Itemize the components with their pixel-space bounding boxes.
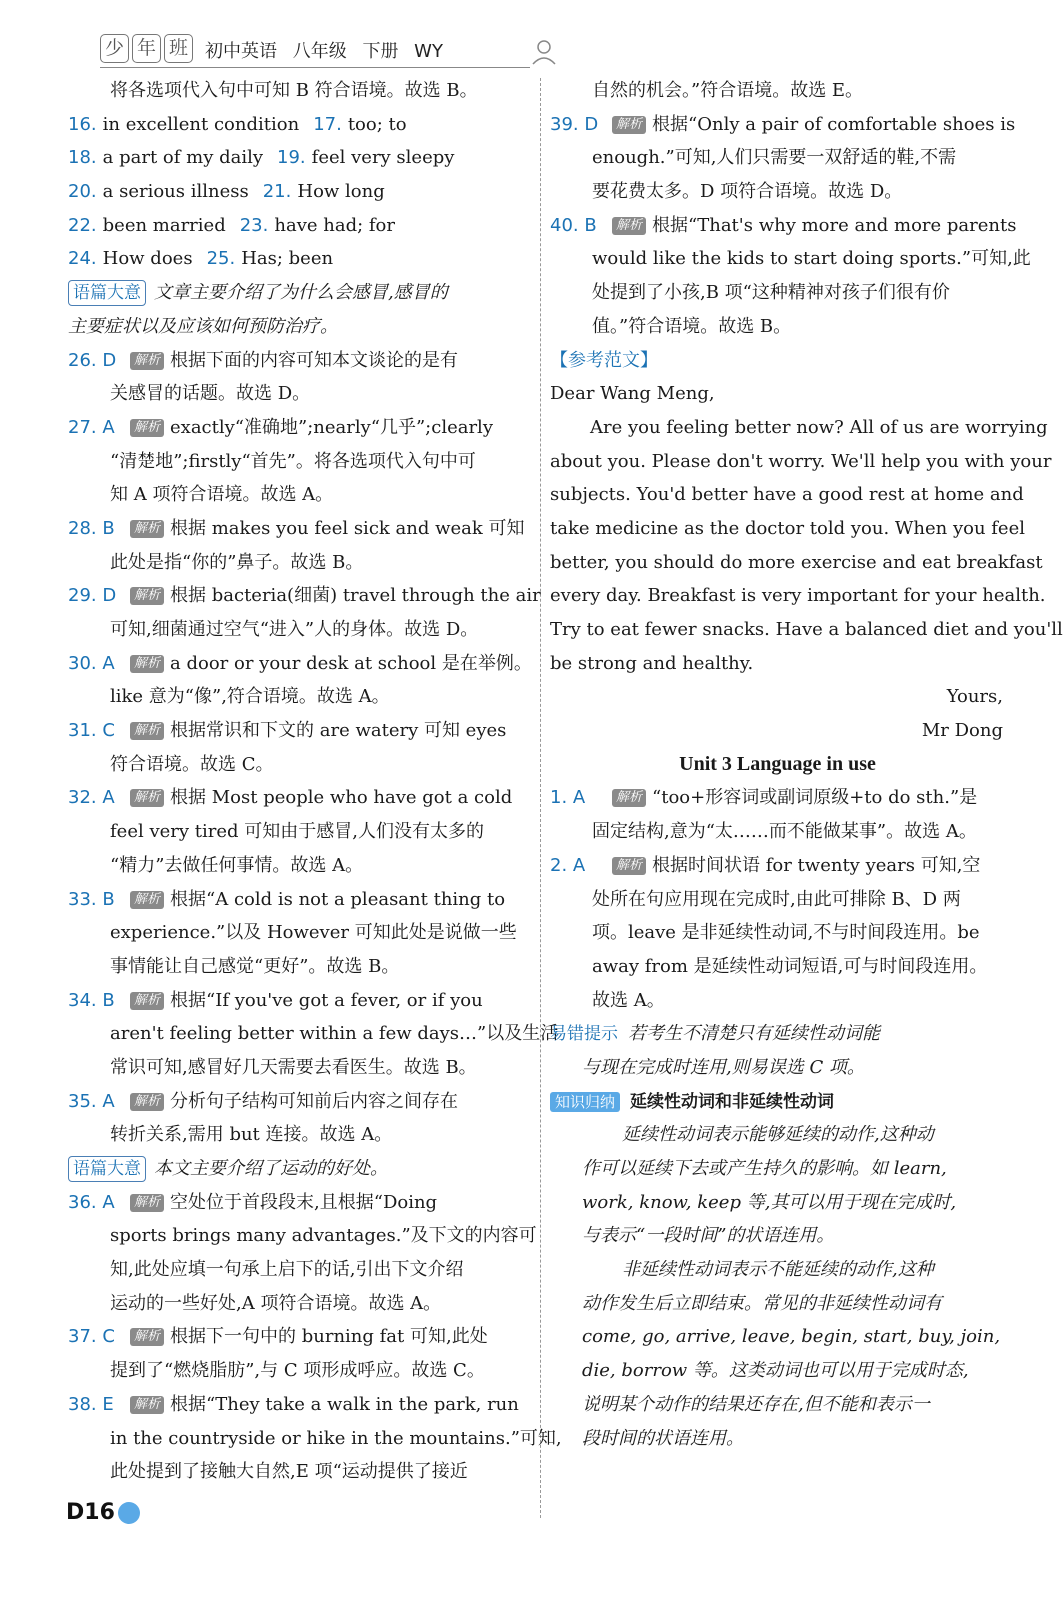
- text-line: [550, 242, 1031, 276]
- line-text: die, borrow 等。这类动词也可以用于完成时态,: [582, 1360, 969, 1382]
- line-text: every day. Breakfast is very important for your health.: [550, 585, 1046, 607]
- line-text: 非延续性动词表示不能延续的动作,这种: [622, 1259, 934, 1281]
- answer-number: 19.: [277, 147, 306, 169]
- line-text: 事情能让自己感觉“更好”。故选 B。: [110, 955, 400, 977]
- text-line: [68, 1219, 537, 1253]
- line-text: in the countryside or hike in the mountains.”可知,: [110, 1427, 562, 1449]
- line-text: 若考生不清楚只有延续性动词能: [628, 1023, 880, 1045]
- summary-tag: 语篇大意: [68, 280, 146, 306]
- answer-text: How does: [102, 248, 193, 270]
- right-column: [550, 74, 1063, 1455]
- unit-title: Unit 3 Language in use: [679, 752, 876, 775]
- answer-text: have had; for: [274, 214, 395, 236]
- line-text: 符合语境。故选 C。: [110, 753, 274, 775]
- line-text: Try to eat fewer snacks. Have a balanced diet and you'll: [550, 619, 1063, 640]
- line-text: 段时间的状语连用。: [582, 1427, 744, 1449]
- line-text: enough.”可知,人们只需要一双舒适的鞋,不需: [592, 147, 957, 169]
- text-line: [550, 1219, 1005, 1253]
- text-line: [550, 647, 1005, 681]
- person-icon: [530, 38, 560, 66]
- analysis-tag: 解析: [130, 520, 164, 538]
- text-line: [68, 815, 528, 849]
- text-line: [68, 1017, 559, 1051]
- text-line: [550, 1118, 1005, 1152]
- line-text: 常识可知,感冒好几天需要去看医生。故选 B。: [110, 1056, 477, 1078]
- text-line: [68, 1320, 528, 1354]
- line-text: 根据“They take a walk in the park, run: [170, 1393, 519, 1415]
- analysis-tag: 解析: [130, 1194, 164, 1212]
- text-line: [68, 1118, 528, 1152]
- answer-number: 18.: [68, 147, 97, 169]
- text-line: [550, 748, 1005, 782]
- text-line: [550, 1253, 1005, 1287]
- analysis-tag: 解析: [612, 857, 646, 875]
- line-text: 此处是指“你的”鼻子。故选 B。: [110, 551, 364, 573]
- text-line: [68, 108, 528, 142]
- text-line: [550, 613, 1063, 647]
- line-text: 关感冒的话题。故选 D。: [110, 383, 311, 405]
- text-line: [550, 209, 1017, 243]
- brand-char: 班: [164, 34, 193, 63]
- answer-number: 20.: [68, 181, 97, 203]
- line-text: come, go, arrive, leave, begin, start, buy, join,: [582, 1326, 1001, 1348]
- analysis-tag: 解析: [130, 789, 164, 807]
- line-text: 动作发生后立即结束。常见的非延续性动词有: [582, 1292, 942, 1314]
- text-line: [68, 276, 528, 310]
- line-text: 根据“If you've got a fever, or if you: [170, 989, 483, 1011]
- analysis-tag: 解析: [130, 891, 164, 909]
- answer-number: 21.: [262, 181, 292, 203]
- answer-text: How long: [297, 181, 385, 203]
- text-line: [550, 108, 1016, 142]
- question-number: 39. D: [550, 113, 599, 135]
- line-text: 根据下一句中的 burning fat 可知,此处: [170, 1326, 488, 1348]
- text-line: [68, 1287, 528, 1321]
- analysis-tag: 解析: [130, 1093, 164, 1111]
- text-line: [550, 546, 1043, 580]
- brand-char: 年: [132, 34, 161, 63]
- line-text: work, know, keep 等,其可以用于现在完成时,: [582, 1191, 957, 1213]
- text-line: [68, 1051, 528, 1085]
- text-line: [68, 175, 528, 209]
- text-line: [550, 714, 1005, 748]
- text-line: [550, 74, 1005, 108]
- line-text: be strong and healthy.: [550, 652, 754, 674]
- line-text: 要花费太多。D 项符合语境。故选 D。: [592, 181, 903, 203]
- knowledge-tag: 知识归纳: [550, 1092, 620, 1112]
- text-line: [550, 1354, 1005, 1388]
- text-line: [68, 445, 528, 479]
- text-line: [550, 579, 1046, 613]
- question-number: 27. A: [68, 416, 115, 438]
- line-text: 空处位于首段段末,且根据“Doing: [170, 1191, 438, 1213]
- text-line: [68, 1152, 528, 1186]
- answer-number: 25.: [206, 248, 236, 270]
- line-text: “清楚地”;firstly“首先”。将各选项代入句中可: [110, 450, 476, 472]
- answer-text: a serious illness: [102, 181, 249, 203]
- line-text: 处提到了小孩,B 项“这种精神对孩子们很有价: [592, 282, 950, 304]
- line-text: 延续性动词和非延续性动词: [630, 1091, 835, 1112]
- answer-text: a part of my daily: [102, 147, 264, 169]
- answer-text: in excellent condition: [102, 113, 300, 135]
- text-line: [550, 1017, 1005, 1051]
- circle-icon: [118, 1502, 140, 1524]
- text-line: [550, 310, 1005, 344]
- analysis-tag: 解析: [130, 992, 164, 1010]
- text-line: [550, 411, 1048, 445]
- question-number: 30. A: [68, 652, 115, 674]
- text-line: [68, 344, 528, 378]
- text-line: [68, 377, 528, 411]
- text-line: [68, 748, 528, 782]
- analysis-tag: 解析: [130, 587, 164, 605]
- analysis-tag: 解析: [130, 352, 164, 370]
- text-line: [550, 377, 1005, 411]
- subject-label: 初中英语 八年级 下册 WY: [205, 41, 443, 62]
- text-line: [550, 984, 1005, 1018]
- line-text: 根据 Most people who have got a cold: [170, 787, 513, 809]
- line-text: 项。leave 是非延续性动词,不与时间段连用。be: [592, 922, 980, 944]
- text-line: [68, 310, 528, 344]
- text-line: [68, 714, 528, 748]
- line-text: better, you should do more exercise and eat breakfast: [550, 551, 1043, 573]
- text-line: [68, 849, 528, 883]
- answer-text: been married: [102, 214, 226, 236]
- text-line: [550, 1388, 1005, 1422]
- text-line: [68, 74, 528, 108]
- text-line: [68, 647, 532, 681]
- brand-logo: [100, 34, 196, 63]
- question-number: 40. B: [550, 214, 597, 236]
- text-line: [550, 781, 1005, 815]
- brand-char: 少: [100, 34, 129, 63]
- text-line: [68, 1253, 528, 1287]
- question-number: 35. A: [68, 1090, 115, 1112]
- text-line: [550, 478, 1024, 512]
- page-header: [100, 34, 560, 70]
- line-text: 可知,细菌通过空气“进入”人的身体。故选 D。: [110, 619, 479, 640]
- analysis-tag: 解析: [130, 1396, 164, 1414]
- tip-tag: 易错提示: [550, 1024, 618, 1045]
- text-line: [550, 1422, 1005, 1456]
- answer-number: 24.: [68, 248, 97, 270]
- line-text: Are you feeling better now? All of us are worrying: [590, 416, 1048, 438]
- line-text: Mr Dong: [921, 720, 1003, 742]
- line-text: 故选 A。: [592, 989, 665, 1011]
- text-line: [68, 579, 541, 613]
- text-line: [550, 815, 1005, 849]
- line-text: 与现在完成时连用,则易误选 C 项。: [582, 1056, 865, 1078]
- line-text: 值。”符合语境。故选 B。: [592, 315, 792, 337]
- text-line: [68, 781, 528, 815]
- answer-number: 17.: [313, 113, 342, 135]
- question-number: 29. D: [68, 585, 117, 607]
- analysis-tag: 解析: [130, 655, 164, 673]
- line-text: 分析句子结构可知前后内容之间存在: [170, 1090, 459, 1112]
- line-text: 将各选项代入句中可知 B 符合语境。故选 B。: [110, 80, 478, 101]
- summary-tag: 语篇大意: [68, 1156, 146, 1182]
- text-line: [550, 1051, 1005, 1085]
- page-number-label: D16: [66, 1500, 115, 1525]
- line-text: 根据“That's why more and more parents: [652, 214, 1017, 236]
- line-text: 与表示“一段时间”的状语连用。: [582, 1225, 835, 1247]
- question-number: 34. B: [68, 989, 115, 1011]
- text-line: [550, 344, 1005, 378]
- text-line: [550, 950, 1005, 984]
- text-line: [68, 1085, 528, 1119]
- line-text: 运动的一些好处,A 项符合语境。故选 A。: [110, 1292, 442, 1314]
- line-text: aren't feeling better within a few days…”以及生活: [110, 1023, 559, 1045]
- text-line: [550, 1320, 1005, 1354]
- left-column: [68, 74, 562, 1489]
- text-line: [68, 950, 528, 984]
- text-line: [68, 916, 528, 950]
- analysis-tag: 解析: [612, 217, 646, 235]
- line-text: subjects. You'd better have a good rest at home and: [550, 484, 1024, 506]
- question-number: 32. A: [68, 787, 115, 809]
- text-line: [68, 209, 528, 243]
- question-number: 26. D: [68, 349, 117, 371]
- line-text: away from 是延续性动词短语,可与时间段连用。: [592, 955, 988, 977]
- answer-text: too; to: [347, 113, 407, 135]
- text-line: [68, 411, 528, 445]
- text-line: [550, 512, 1025, 546]
- text-line: [550, 445, 1052, 479]
- line-text: 自然的机会。”符合语境。故选 E。: [592, 80, 864, 101]
- text-line: [550, 1085, 1005, 1119]
- line-text: sports brings many advantages.”及下文的内容可: [110, 1225, 537, 1247]
- text-line: [68, 478, 528, 512]
- question-number: 33. B: [68, 888, 115, 910]
- text-line: [550, 916, 1005, 950]
- text-line: [550, 175, 1005, 209]
- analysis-tag: 解析: [612, 116, 646, 134]
- line-text: “too+形容词或副词原级+to do sth.”是: [652, 787, 978, 809]
- line-text: 本文主要介绍了运动的好处。: [154, 1158, 388, 1179]
- text-line: [68, 680, 528, 714]
- text-line: [550, 680, 1005, 714]
- text-line: [68, 613, 528, 647]
- text-line: [68, 1455, 528, 1489]
- analysis-tag: 解析: [130, 1328, 164, 1346]
- text-line: [550, 1186, 1005, 1220]
- question-number: 1. A: [550, 787, 586, 809]
- line-text: feel very tired 可知由于感冒,人们没有太多的: [110, 821, 484, 843]
- line-text: 作可以延续下去或产生持久的影响。如 learn,: [582, 1158, 947, 1179]
- answer-text: Has; been: [241, 248, 334, 270]
- line-text: about you. Please don't worry. We'll help you with your: [550, 450, 1052, 472]
- line-text: Dear Wang Meng,: [550, 383, 715, 405]
- text-line: [68, 984, 528, 1018]
- line-text: 根据 makes you feel sick and weak 可知: [170, 517, 525, 539]
- line-text: 根据时间状语 for twenty years 可知,空: [652, 854, 981, 876]
- section-heading: 【参考范文】: [550, 349, 658, 371]
- question-number: 28. B: [68, 517, 115, 539]
- line-text: 延续性动词表示能够延续的动作,这种动: [622, 1124, 934, 1146]
- line-text: 根据“A cold is not a pleasant thing to: [170, 888, 506, 910]
- line-text: would like the kids to start doing sports.”可知,此: [592, 248, 1031, 270]
- text-line: [68, 512, 528, 546]
- line-text: 固定结构,意为“太……而不能做某事”。故选 A。: [592, 821, 977, 843]
- page-number: [66, 1500, 140, 1525]
- line-text: 此处提到了接触大自然,E 项“运动提供了接近: [110, 1461, 468, 1483]
- line-text: 根据“Only a pair of comfortable shoes is: [652, 113, 1016, 135]
- answer-number: 23.: [239, 214, 269, 236]
- line-text: 根据常识和下文的 are watery 可知 eyes: [170, 720, 507, 742]
- answer-text: feel very sleepy: [311, 147, 455, 169]
- analysis-tag: 解析: [130, 419, 164, 437]
- line-text: 处所在句应用现在完成时,由此可排除 B、D 两: [592, 888, 961, 910]
- line-text: experience.”以及 However 可知此处是说做一些: [110, 922, 517, 944]
- line-text: 知 A 项符合语境。故选 A。: [110, 484, 334, 506]
- line-text: “精力”去做任何事情。故选 A。: [110, 854, 364, 876]
- line-text: Yours,: [946, 686, 1003, 708]
- line-text: 主要症状以及应该如何预防治疗。: [68, 315, 338, 337]
- answer-number: 22.: [68, 214, 97, 236]
- line-text: exactly“准确地”;nearly“几乎”;clearly: [170, 416, 493, 438]
- text-line: [68, 1422, 562, 1456]
- text-line: [68, 1354, 528, 1388]
- line-text: 根据下面的内容可知本文谈论的是有: [170, 349, 459, 371]
- analysis-tag: 解析: [130, 722, 164, 740]
- text-line: [550, 276, 1005, 310]
- question-number: 37. C: [68, 1326, 115, 1348]
- analysis-tag: 解析: [612, 789, 646, 807]
- question-number: 2. A: [550, 854, 586, 876]
- line-text: 知,此处应填一句承上启下的话,引出下文介绍: [110, 1259, 464, 1281]
- text-line: [550, 849, 1005, 883]
- line-text: 文章主要介绍了为什么会感冒,感冒的: [154, 282, 448, 304]
- line-text: take medicine as the doctor told you. When you feel: [550, 517, 1025, 539]
- line-text: 转折关系,需用 but 连接。故选 A。: [110, 1124, 393, 1146]
- text-line: [68, 546, 528, 580]
- text-line: [68, 1186, 528, 1220]
- line-text: 提到了“燃烧脂肪”,与 C 项形成呼应。故选 C。: [110, 1360, 485, 1382]
- header-rule: [100, 67, 530, 68]
- text-line: [68, 242, 528, 276]
- line-text: 说明某个动作的结果还存在,但不能和表示一: [582, 1393, 930, 1415]
- text-line: [68, 1388, 528, 1422]
- column-divider: [540, 78, 541, 1518]
- line-text: a door or your desk at school 是在举例。: [170, 652, 532, 674]
- text-line: [550, 141, 1005, 175]
- text-line: [550, 1152, 1005, 1186]
- question-number: 36. A: [68, 1191, 115, 1213]
- text-line: [68, 141, 528, 175]
- question-number: 31. C: [68, 720, 115, 742]
- text-line: [550, 883, 1005, 917]
- text-line: [68, 883, 528, 917]
- text-line: [550, 1287, 1005, 1321]
- answer-number: 16.: [68, 113, 97, 135]
- line-text: like 意为“像”,符合语境。故选 A。: [110, 686, 390, 708]
- line-text: 根据 bacteria(细菌) travel through the air: [170, 585, 541, 607]
- question-number: 38. E: [68, 1393, 114, 1415]
